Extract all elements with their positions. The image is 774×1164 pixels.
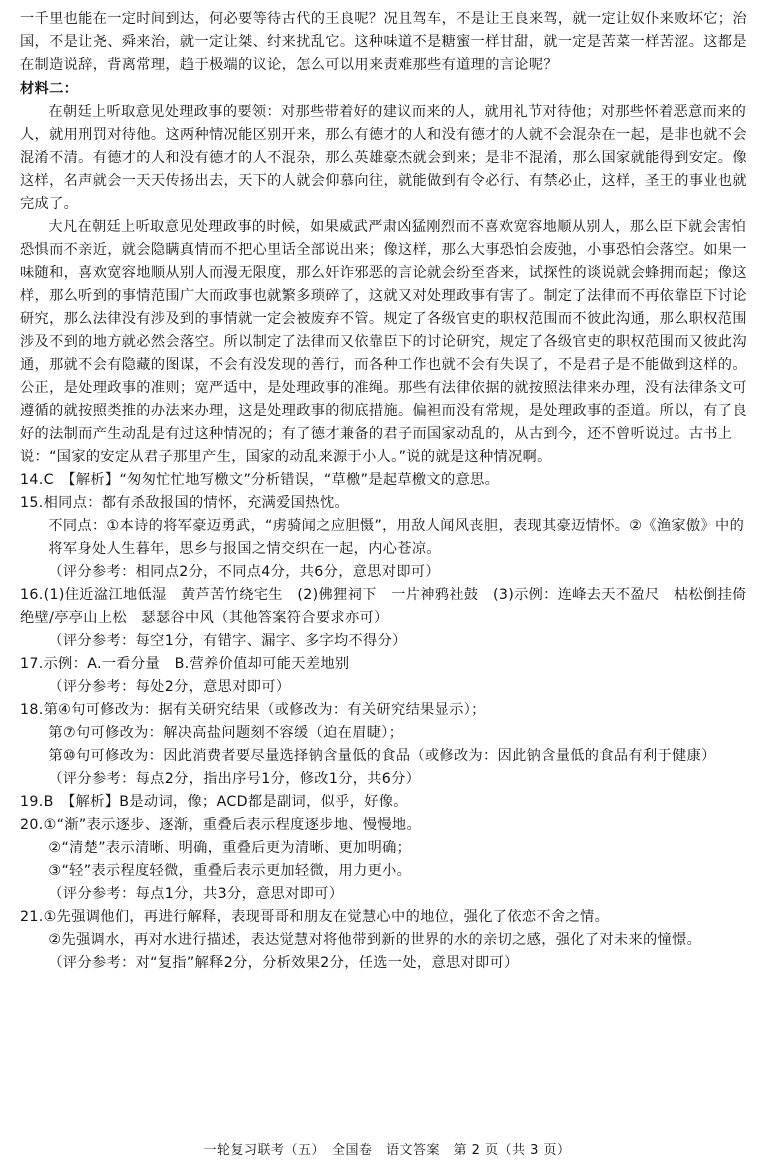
material-2-heading: 材料二： bbox=[20, 81, 79, 97]
answer-20-scoring: （评分参考：每点1分，共3分，意思对即可） bbox=[48, 886, 344, 902]
answer-17-scoring: （评分参考：每处2分，意思对即可） bbox=[48, 679, 291, 695]
answer-15-similarity: 15.相同点：都有杀敌报国的情怀，充满爱国热忱。 bbox=[20, 495, 349, 511]
answer-18: 18.第④句可修改为：据有关研究结果（或修改为：有关研究结果显示）； bbox=[20, 702, 486, 718]
answer-14: 14.C 【解析】“匆匆忙忙地写檄文”分析错误，“草檄”是起草檄文的意思。 bbox=[20, 472, 500, 488]
answer-21: 21.①先强调他们，再进行解释，表现哥哥和朋友在觉慧心中的地位，强化了依恋不舍之情。 bbox=[20, 909, 610, 925]
answer-16-scoring: （评分参考：每空1分，有错字、漏字、多字均不得分） bbox=[48, 633, 407, 649]
answer-16: 16.(1)住近湓江地低湿 黄芦苦竹绕宅生 (2)佛狸祠下 一片神鸦社鼓 (3)示例：连峰去天不盈尺 枯松倒挂倚绝壁/亭亭山上松 瑟瑟谷中风（其他答案符合要求亦可） bbox=[20, 587, 747, 626]
answer-20-line-3: ③“轻”表示程度轻微，重叠后表示更加轻微，用力更小。 bbox=[48, 863, 412, 879]
answer-21-line-2: ②先强调水，再对水进行描述，表达觉慧对将他带到新的世界的水的亲切之感，强化了对未来的憧憬。 bbox=[48, 932, 702, 948]
passage-continuation: 一千里也能在一定时间到达，何必要等待古代的王良呢？况且驾车，不是让王良来驾，就一定让奴仆来败坏它；治国，不是让尧、舜来治，就一定让桀、纣来扰乱它。这种味道不是糖蜜一样甘甜，就一定是苦菜一样苦涩。这都是在制造说辞，背离常理，趋于极端的议论，怎么可以用来责难那些有道理的言论呢？ bbox=[20, 11, 747, 73]
material-2-paragraph-2: 大凡在朝廷上听取意见处理政事的时候，如果威武严肃凶猛刚烈而不喜欢宽容地顺从别人，那么臣下就会害怕恐惧而不亲近，就会隐瞒真情而不把心里话全部说出来；像这样，那么大事恐怕会废弛，小事恐怕会落空。如果一味随和，喜欢宽容地顺从别人而漫无限度，那么奸诈邪恶的言论就会纷至沓来，试探性的谈说就会蜂拥而起；像这样，那么听到的事情范围广大而政事也就繁多琐碎了，这就又对处理政事有害了。制定了法律而不再依靠臣下讨论研究，那么法律没有涉及到的事情就一定会被废弃不管。规定了各级官吏的职权范围而不彼此沟通，那么职权范围涉及不到的地方就必然会落空。所以制定了法律而又依靠臣下的讨论研究，规定了各级官吏的职权范围而又彼此沟通，那就不会有隐藏的图谋，不会有没发现的善行，而各种工作也就不会有失误了，不是君子是不能做到这样的。公正，是处理政事的准则；宽严适中，是处理政事的准绳。那些有法律依据的就按照法律来办理，没有法律条文可遵循的就按照类推的办法来办理，这是处理政事的彻底措施。偏袒而没有常规，是处理政事的歪道。所以，有了良好的法制而产生动乱是有过这种情况的；有了德才兼备的君子而国家动乱的，从古到今，还不曾听说过。古书上说：“国家的安定从君子那里产生，国家的动乱来源于小人。”说的就是这种情况啊。 bbox=[20, 219, 747, 465]
answer-20: 20.①“渐”表示逐步、逐渐，重叠后表示程度逐步地、慢慢地。 bbox=[20, 817, 421, 833]
answer-18-scoring: （评分参考：每点2分，指出序号1分，修改1分，共6分） bbox=[48, 771, 421, 787]
answer-20-line-2: ②“清楚”表示清晰、明确，重叠后更为清晰、更加明确； bbox=[48, 840, 412, 856]
answer-15-scoring: （评分参考：相同点2分，不同点4分，共6分，意思对即可） bbox=[48, 564, 440, 580]
answer-15-difference: 不同点：①本诗的将军豪迈勇武，“虏骑闻之应胆慑”，用敌人闻风丧胆，表现其豪迈情怀。②《渔家傲》中的将军身处人生暮年，思乡与报国之情交织在一起，内心苍凉。 bbox=[48, 518, 745, 557]
answer-17: 17.示例：A.一看分量 B.营养价值却可能天差地别 bbox=[20, 656, 350, 672]
answer-21-scoring: （评分参考：对“复指”解释2分，分析效果2分，任选一处，意思对即可） bbox=[48, 955, 519, 971]
page-footer: 一轮复习联考（五） 全国卷 语文答案 第 2 页（共 3 页） bbox=[203, 1143, 571, 1158]
answer-19: 19.B 【解析】B是动词，像；ACD都是副词，似乎，好像。 bbox=[20, 794, 408, 810]
answer-18-line-3: 第⑩句可修改为：因此消费者要尽量选择钠含量低的食品（或修改为：因此钠含量低的食品有利于健康） bbox=[48, 748, 716, 764]
material-2-paragraph-1: 在朝廷上听取意见处理政事的要领：对那些带着好的建议而来的人，就用礼节对待他；对那些怀着恶意而来的人，就用刑罚对待他。这两种情况能区别开来，那么有德才的人和没有德才的人就不会混杂在一起，是非也就不会混淆不清。有德才的人和没有德才的人不混杂，那么英雄豪杰就会到来；是非不混淆，那么国家就能得到安定。像这样，名声就会一天天传扬出去，天下的人就会仰慕向往，就能做到有令必行、有禁必止，这样，圣王的事业也就完成了。 bbox=[20, 104, 747, 212]
answer-18-line-2: 第⑦句可修改为：解决高盐问题刻不容缓（迫在眉睫）； bbox=[48, 725, 404, 741]
